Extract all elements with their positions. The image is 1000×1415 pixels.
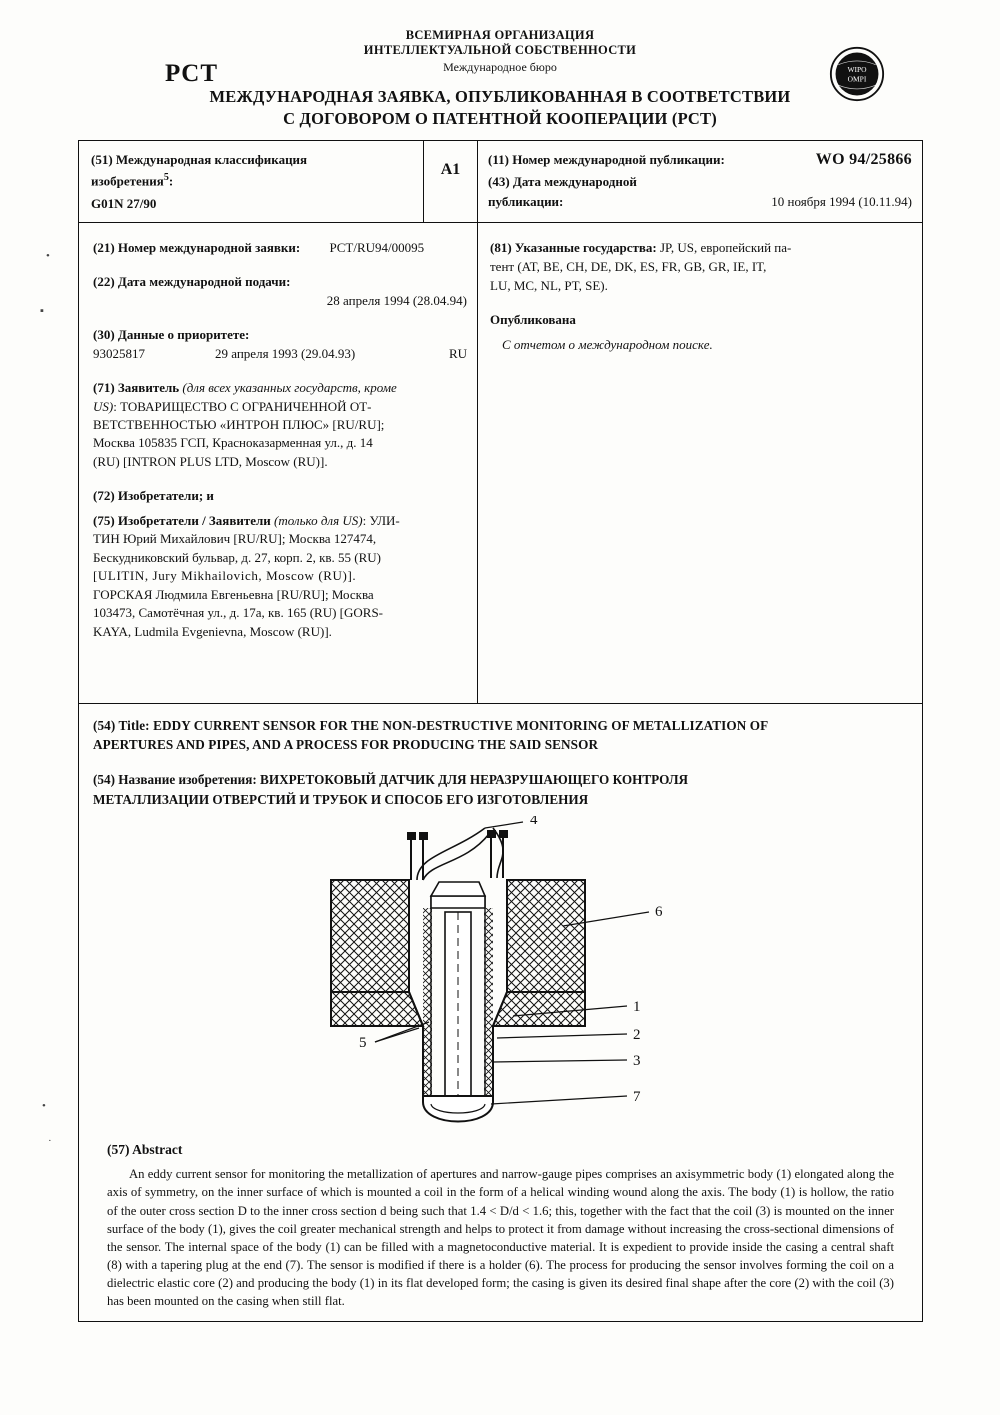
field-81-line-1: JP, US, европейский па- xyxy=(659,239,792,255)
bib-row-classification xyxy=(79,141,922,223)
field-11-43-publication xyxy=(478,141,922,222)
field-81-designated-states xyxy=(490,239,910,296)
scan-artifact: ▪ xyxy=(40,305,44,317)
document-header xyxy=(0,28,1000,131)
figure-callout-5: 5 xyxy=(359,1034,367,1051)
field-72-75-inventors xyxy=(93,487,467,641)
title-ru-label: (54) Название изобретения: xyxy=(93,772,257,788)
field-71-note: (для всех указанных государств, кроме xyxy=(182,380,397,396)
title-russian xyxy=(93,770,908,810)
field-75-label: (75) Изобретатели / Заявители xyxy=(93,512,271,528)
field-71-text-1: : ТОВАРИЩЕСТВО С ОГРАНИЧЕННОЙ ОТ- xyxy=(113,398,372,414)
figure-callout-4: 4 xyxy=(530,815,538,828)
bib-left-column xyxy=(79,223,478,703)
scan-artifact: • xyxy=(42,1100,46,1112)
figure-callout-3: 3 xyxy=(633,1052,641,1069)
published-label: Опубликована xyxy=(490,312,576,328)
title-ru-line-2: МЕТАЛЛИЗАЦИИ ОТВЕРСТИЙ И ТРУБОК И СПОСОБ ЕГО ИЗГОТОВЛЕНИЯ xyxy=(93,791,589,807)
abstract-text: An eddy current sensor for monitoring the metallization of apertures and narrow-gauge pipes comprises an axisymmetric body (1) elongated along the axis of symmetry, on the inner surface of which is mounted a coil in the form of a helical winding wound along the axis. The body (1) is hollow, the ratio of the outer cross section D to the inner cross section d being such that 1.4 < D/d < 1.6; this, together with the fact that the coil (3) is mounted on the inner surface of the body (1), gives the coil greater mechanical strength and helps to protect it from damage without increasing the cross-sectional dimensions of the sensor. The internal space of the body (1) can be filled with a magnetoconductive material. It is expedient to provide inside the casing a central shaft (8) with a tapering plug at the end (7). The sensor is modified if there is a holder (6). The process for producing the sensor involves forming the coil on a dielectric elastic core (2) and producing the body (1) in its flat developed form; the casing is given its desired final shape after the core (2) with the coil (3) has been mounted on the casing when still flat. xyxy=(107,1167,894,1309)
title-ru-line-1: ВИХРЕТОКОВЫЙ ДАТЧИК ДЛЯ НЕРАЗРУШАЮЩЕГО КОНТРОЛЯ xyxy=(260,772,689,788)
field-21-label: (21) Номер международной заявки: xyxy=(93,239,301,255)
bibliographic-frame xyxy=(78,140,923,1322)
bib-right-column xyxy=(478,223,922,703)
publication-number: WO 94/25866 xyxy=(815,151,912,168)
field-75-line-1: : УЛИ- xyxy=(362,512,400,528)
field-30-number: 93025817 xyxy=(93,345,145,361)
field-81-label: (81) Указанные государства: xyxy=(490,239,657,255)
published-block xyxy=(490,311,910,355)
figure-callout-7: 7 xyxy=(633,1088,641,1105)
org-line-2: ИНТЕЛЛЕКТУАЛЬНОЙ СОБСТВЕННОСТИ xyxy=(363,43,637,58)
field-30-country: RU xyxy=(448,345,467,361)
field-75-note: (только для US) xyxy=(274,512,363,528)
field-71-applicant xyxy=(93,379,467,471)
pct-logo: PCT xyxy=(165,60,218,87)
field-81-line-2: тент (AT, BE, CH, DE, DK, ES, FR, GB, GR, IE, IT, xyxy=(490,258,767,274)
field-75-line-3: Бескудниковский бульвар, д. 27, корп. 2, кв. 55 (RU) xyxy=(93,549,381,565)
sensor-drawing xyxy=(93,816,913,1136)
field-22-filing-date xyxy=(93,273,467,310)
svg-text:WIPO: WIPO xyxy=(847,65,867,75)
wipo-seal-icon xyxy=(829,46,885,102)
publication-title-line-2: С ДОГОВОРОМ О ПАТЕНТНОЙ КООПЕРАЦИИ (PCT) xyxy=(283,109,717,129)
field-51-label: (51) Международная классификация xyxy=(91,152,308,167)
field-75-line-2: ТИН Юрий Михайлович [RU/RU]; Москва 127474, xyxy=(93,531,377,547)
document-kind-code: A1 xyxy=(424,141,478,222)
field-71-text-4: (RU) [INTRON PLUS LTD, Moscow (RU)]. xyxy=(93,453,328,469)
title-english xyxy=(93,716,908,754)
title-en-line-1: EDDY CURRENT SENSOR FOR THE NON-DESTRUCTIVE MONITORING OF METALLIZATION OF xyxy=(153,717,769,733)
field-71-us: US) xyxy=(93,398,114,414)
field-22-label: (22) Дата международной подачи: xyxy=(93,274,291,290)
field-71-text-3: Москва 105835 ГСП, Красноказарменная ул., д. 14 xyxy=(93,435,373,451)
title-section xyxy=(79,703,922,1321)
field-81-line-3: LU, MC, NL, PT, SE). xyxy=(490,277,608,293)
abstract-label: (57) Abstract xyxy=(107,1141,183,1157)
scan-artifact: · xyxy=(48,1135,52,1147)
figure-callout-2: 2 xyxy=(633,1026,641,1043)
figure-callout-1: 1 xyxy=(633,998,641,1015)
field-75-line-6: 103473, Самотёчная ул., д. 17а, кв. 165 (RU) [GORS- xyxy=(93,605,383,621)
field-51-colon: : xyxy=(168,172,174,188)
field-43-label: (43) Дата международной xyxy=(488,174,637,189)
field-51-superscript: 5 xyxy=(163,171,169,183)
field-21-application-number xyxy=(93,239,467,257)
publication-date: 10 ноября 1994 (10.11.94) xyxy=(771,193,912,209)
field-51-classification xyxy=(79,141,424,222)
field-75-line-5: ГОРСКАЯ Людмила Евгеньевна [RU/RU]; Москва xyxy=(93,586,374,602)
field-30-label: (30) Данные о приоритете: xyxy=(93,327,250,343)
published-value: С отчетом о международном поиске. xyxy=(502,337,713,353)
scan-artifact: • xyxy=(46,250,50,262)
field-75-line-4: [ULITIN, Jury Mikhailovich, Moscow (RU)]. xyxy=(93,568,357,584)
field-21-value: PCT/RU94/00095 xyxy=(329,239,425,255)
field-72-label: (72) Изобретатели; и xyxy=(93,488,214,504)
field-71-label: (71) Заявитель xyxy=(93,380,180,396)
figure-callout-6: 6 xyxy=(655,903,663,920)
title-en-label: (54) Title: xyxy=(93,717,150,733)
org-line-1: ВСЕМИРНАЯ ОРГАНИЗАЦИЯ xyxy=(405,28,595,42)
sensor-figure xyxy=(93,816,908,1136)
svg-text:OMPI: OMPI xyxy=(847,74,867,84)
field-51-value: G01N 27/90 xyxy=(91,196,157,212)
title-en-line-2: APERTURES AND PIPES, AND A PROCESS FOR PRODUCING THE SAID SENSOR xyxy=(93,736,599,752)
org-line-3: Международное бюро xyxy=(443,59,557,74)
abstract-section xyxy=(93,1159,908,1310)
publication-title-line-1: МЕЖДУНАРОДНАЯ ЗАЯВКА, ОПУБЛИКОВАННАЯ В СООТВЕТСТВИИ xyxy=(209,87,791,107)
field-43-label-2: публикации: xyxy=(488,193,564,209)
field-71-text-2: ВЕТСТВЕННОСТЬЮ «ИНТРОН ПЛЮС» [RU/RU]; xyxy=(93,417,385,432)
bib-row-details xyxy=(79,223,922,703)
field-30-priority xyxy=(93,326,467,363)
field-22-value: 28 апреля 1994 (28.04.94) xyxy=(326,292,467,308)
field-11-label: (11) Номер международной публикации: xyxy=(488,152,725,167)
field-75-line-7: KAYA, Ludmila Evgenievna, Moscow (RU)]. xyxy=(93,623,332,639)
field-30-date: 29 апреля 1993 (29.04.93) xyxy=(215,345,356,361)
field-51-label-2: изобретения xyxy=(91,172,164,188)
